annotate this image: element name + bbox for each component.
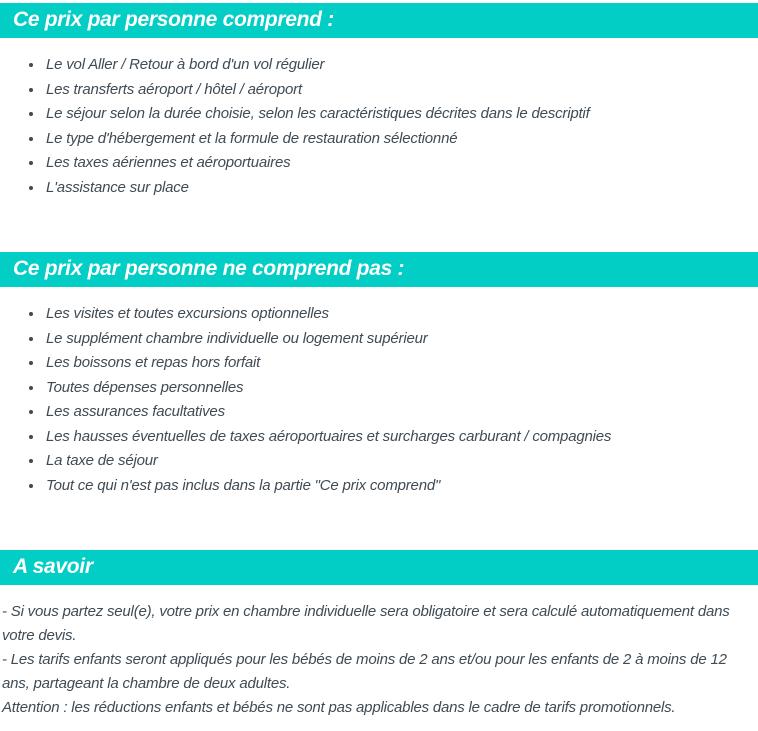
note-paragraph: - Les tarifs enfants seront appliqués pour les bébés de moins de 2 ans et/ou pour les enfants de 2 à moins de 12 ans, partageant la chambre de deux adultes. xyxy=(2,651,727,693)
price-details-page xyxy=(0,3,758,720)
list-item: • L'assistance sur place xyxy=(44,176,758,201)
list-item: • Les transferts aéroport / hôtel / aéroport xyxy=(44,78,758,103)
section-title-price-excludes: Ce prix par personne ne comprend pas : xyxy=(0,252,758,287)
section-price-includes xyxy=(0,3,758,200)
list-item: • Tout ce qui n'est pas inclus dans la partie "Ce prix comprend" xyxy=(44,474,758,499)
list-item: • Le supplément chambre individuelle ou logement supérieur xyxy=(44,327,758,352)
list-item: • Les assurances facultatives xyxy=(44,400,758,425)
list-item: • Les boissons et repas hors forfait xyxy=(44,351,758,376)
good-to-know-notes xyxy=(0,600,758,720)
price-includes-list xyxy=(0,53,758,200)
section-price-excludes xyxy=(0,252,758,498)
list-item: • La taxe de séjour xyxy=(44,449,758,474)
list-item: • Le type d'hébergement et la formule de restauration sélectionné xyxy=(44,127,758,152)
list-item: • Les taxes aériennes et aéroportuaires xyxy=(44,151,758,176)
note-paragraph: Attention : les réductions enfants et bébés ne sont pas applicables dans le cadre de tarifs promotionnels. xyxy=(2,699,676,717)
section-title-good-to-know: A savoir xyxy=(0,550,758,585)
price-excludes-list xyxy=(0,302,758,498)
list-item: • Le vol Aller / Retour à bord d'un vol régulier xyxy=(44,53,758,78)
list-item: • Le séjour selon la durée choisie, selon les caractéristiques décrites dans le descriptif xyxy=(44,102,758,127)
list-item: • Les hausses éventuelles de taxes aéroportuaires et surcharges carburant / compagnies xyxy=(44,425,758,450)
section-good-to-know xyxy=(0,550,758,720)
section-title-price-includes: Ce prix par personne comprend : xyxy=(0,3,758,38)
list-item: • Les visites et toutes excursions optionnelles xyxy=(44,302,758,327)
list-item: • Toutes dépenses personnelles xyxy=(44,376,758,401)
note-paragraph: - Si vous partez seul(e), votre prix en chambre individuelle sera obligatoire et sera calculé automatiquement dans votre devis. xyxy=(2,603,730,645)
